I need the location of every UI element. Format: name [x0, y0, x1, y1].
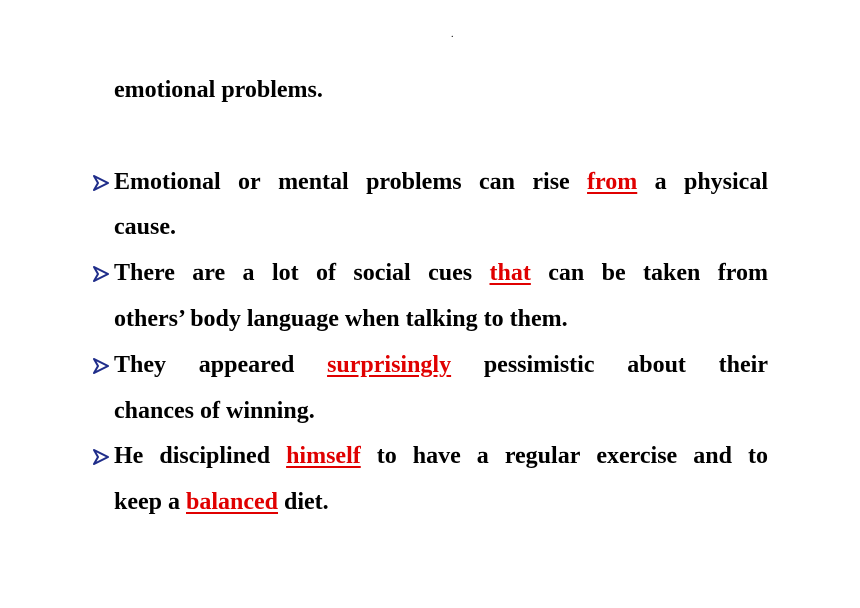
item-1-line-1: Emotional or mental problems can rise from a physical: [114, 169, 768, 195]
page-marker: .: [451, 29, 454, 40]
item-3-line-2: chances of winning.: [114, 398, 315, 424]
item-4-line-2: keep a balanced diet.: [114, 489, 329, 515]
item-2-line-2: others’ body language when talking to them.: [114, 306, 568, 332]
item-3-line-1: They appeared surprisingly pessimistic about their: [114, 352, 768, 378]
arrow-bullet-icon: [92, 441, 114, 471]
item-4-line-1: He disciplined himself to have a regular exercise and to: [114, 443, 768, 469]
answer-word: surprisingly: [327, 352, 452, 378]
item-1-line-2: cause.: [114, 214, 176, 240]
arrow-bullet-icon: [92, 350, 114, 380]
item-2-line-1: There are a lot of social cues that can be taken from: [114, 260, 768, 286]
intro-line: emotional problems.: [114, 77, 323, 103]
answer-word: balanced: [186, 489, 279, 515]
arrow-bullet-icon: [92, 167, 114, 197]
answer-word: from: [587, 169, 638, 195]
answer-word: himself: [286, 443, 361, 469]
answer-word: that: [489, 260, 531, 286]
arrow-bullet-icon: [92, 258, 114, 288]
